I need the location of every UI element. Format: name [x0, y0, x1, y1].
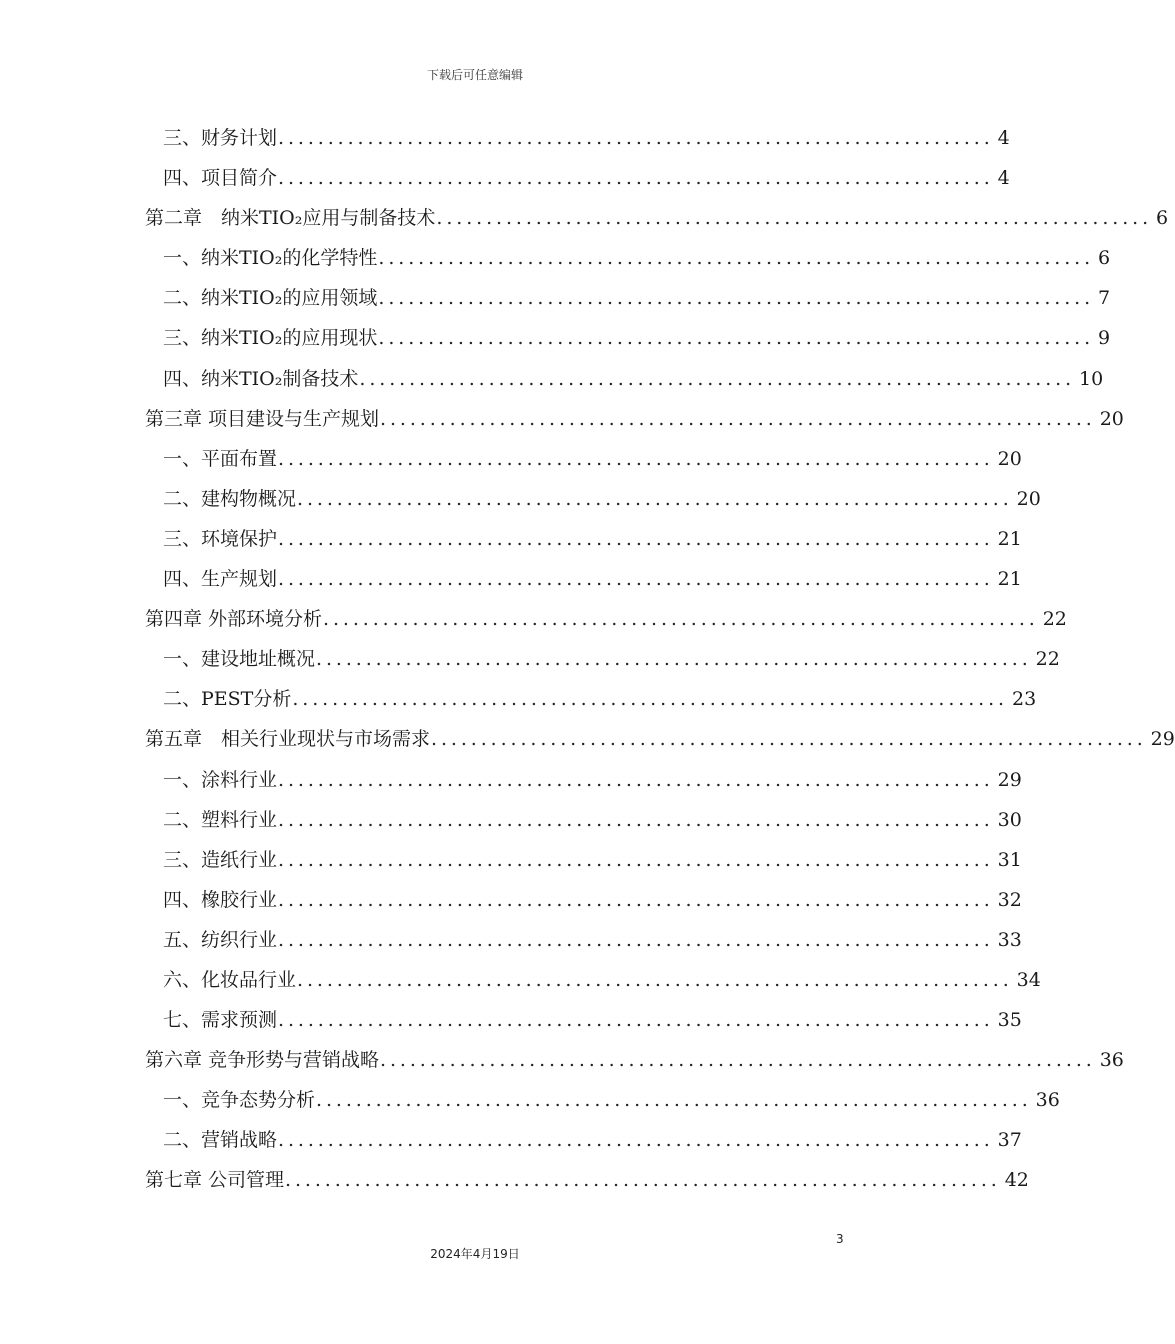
toc-entry-title: 第二章 纳米TIO₂应用与制备技术	[145, 207, 436, 230]
toc-entry-title: 七、需求预测	[163, 1009, 278, 1032]
toc-entry-title: 二、营销战略	[163, 1129, 278, 1152]
toc-dot-leader: ........................................................................	[278, 527, 994, 550]
toc-dot-leader: ........................................................................	[278, 447, 994, 470]
toc-dot-leader: ........................................................................	[285, 1169, 1001, 1192]
toc-entry[interactable]	[145, 238, 1111, 278]
toc-entry-page: 29	[1150, 728, 1175, 751]
toc-entry[interactable]	[145, 519, 1022, 559]
toc-entry[interactable]	[145, 439, 1022, 479]
toc-chapter[interactable]	[145, 1160, 1029, 1200]
toc-entry[interactable]	[145, 359, 1104, 399]
toc-entry[interactable]	[145, 118, 1010, 158]
toc-entry[interactable]	[145, 278, 1111, 318]
toc-dot-leader: ........................................................................	[278, 848, 994, 871]
toc-entry-page: 6	[1156, 207, 1169, 230]
toc-entry-page: 21	[997, 527, 1022, 550]
toc-entry-title: 五、纺织行业	[163, 928, 278, 951]
toc-dot-leader: ........................................................................	[278, 127, 994, 149]
toc-entry-title: 三、财务计划	[163, 127, 278, 149]
toc-dot-leader: ........................................................................	[359, 367, 1076, 390]
toc-entry-page: 23	[1012, 688, 1037, 711]
toc-entry[interactable]	[145, 1080, 1060, 1120]
toc-entry-title: 第三章 项目建设与生产规划	[145, 407, 380, 430]
toc-entry-title: 第七章 公司管理	[145, 1169, 285, 1192]
toc-chapter[interactable]	[145, 599, 1067, 639]
toc-dot-leader: ........................................................................	[278, 568, 994, 591]
toc-entry[interactable]	[145, 158, 1010, 198]
toc-dot-leader: ........................................................................	[436, 207, 1153, 230]
toc-entry-title: 一、平面布置	[163, 447, 278, 470]
toc-entry-title: 第五章 相关行业现状与市场需求	[145, 728, 431, 751]
toc-dot-leader: ........................................................................	[292, 688, 1008, 711]
toc-entry-page: 20	[1016, 487, 1041, 510]
toc-chapter[interactable]	[145, 399, 1124, 439]
toc-dot-leader: ........................................................................	[323, 608, 1039, 631]
toc-entry-page: 22	[1042, 608, 1067, 631]
toc-entry-title: 四、生产规划	[163, 568, 278, 591]
toc-entry-page: 29	[997, 768, 1022, 791]
page-number: 3	[836, 1232, 844, 1246]
toc-entry-page: 34	[1016, 968, 1041, 991]
toc-entry[interactable]	[145, 840, 1022, 880]
toc-entry-title: 三、纳米TIO₂的应用现状	[163, 327, 378, 350]
toc-entry-page: 32	[997, 888, 1022, 911]
toc-entry-page: 22	[1035, 648, 1060, 671]
toc-entry-page: 10	[1079, 367, 1104, 390]
toc-entry-title: 四、项目简介	[163, 167, 278, 190]
toc-entry-page: 30	[997, 808, 1022, 831]
toc-entry-page: 21	[997, 568, 1022, 591]
toc-entry-title: 一、纳米TIO₂的化学特性	[163, 247, 378, 270]
toc-entry-title: 一、建设地址概况	[163, 648, 316, 671]
toc-entry[interactable]	[145, 920, 1022, 960]
toc-dot-leader: ........................................................................	[278, 1129, 994, 1152]
toc-dot-leader: ........................................................................	[378, 247, 1095, 270]
page-header: 下载后可任意编辑	[426, 68, 523, 82]
toc-entry-title: 一、竞争态势分析	[163, 1089, 316, 1112]
toc-chapter[interactable]	[145, 198, 1169, 238]
toc-entry-page: 9	[1098, 327, 1111, 350]
toc-entry-page: 33	[997, 928, 1022, 951]
toc-entry[interactable]	[145, 479, 1041, 519]
toc-entry-title: 第六章 竞争形势与营销战略	[145, 1049, 380, 1072]
toc-chapter[interactable]	[145, 1040, 1124, 1080]
toc-entry-page: 31	[997, 848, 1022, 871]
toc-entry[interactable]	[145, 639, 1060, 679]
toc-dot-leader: ........................................................................	[431, 728, 1147, 751]
toc-entry-page: 35	[997, 1009, 1022, 1032]
toc-entry[interactable]	[145, 760, 1022, 800]
toc-entry[interactable]	[145, 559, 1022, 599]
toc-entry-title: 四、橡胶行业	[163, 888, 278, 911]
toc-entry-page: 6	[1098, 247, 1111, 270]
toc-entry-title: 一、涂料行业	[163, 768, 278, 791]
toc-entry-page: 36	[1099, 1049, 1124, 1072]
toc-entry-title: 三、造纸行业	[163, 848, 278, 871]
toc-entry-page: 7	[1098, 287, 1111, 310]
toc-entry[interactable]	[145, 1120, 1022, 1160]
toc-entry[interactable]	[145, 880, 1022, 920]
toc-dot-leader: ........................................................................	[297, 487, 1013, 510]
toc-entry-page: 4	[997, 167, 1010, 190]
toc-dot-leader: ........................................................................	[378, 327, 1095, 350]
toc-entry-title: 第四章 外部环境分析	[145, 608, 323, 631]
toc-entry-page: 42	[1004, 1169, 1029, 1192]
toc-entry-page: 4	[997, 127, 1010, 149]
toc-dot-leader: ........................................................................	[278, 888, 994, 911]
toc-dot-leader: ........................................................................	[278, 928, 994, 951]
toc-entry[interactable]	[145, 960, 1041, 1000]
toc-dot-leader: ........................................................................	[278, 808, 994, 831]
table-of-contents	[145, 118, 1175, 1201]
toc-dot-leader: ........................................................................	[378, 287, 1095, 310]
toc-entry-page: 37	[997, 1129, 1022, 1152]
toc-entry-title: 三、环境保护	[163, 527, 278, 550]
page-footer-date: 2024年4月19日	[430, 1247, 520, 1261]
toc-dot-leader: ........................................................................	[278, 167, 994, 190]
toc-entry-title: 二、纳米TIO₂的应用领域	[163, 287, 378, 310]
toc-entry-page: 36	[1035, 1089, 1060, 1112]
toc-entry-title: 二、建构物概况	[163, 487, 297, 510]
toc-dot-leader: ........................................................................	[380, 407, 1096, 430]
toc-entry[interactable]	[145, 800, 1022, 840]
toc-chapter[interactable]	[145, 719, 1175, 759]
toc-entry-title: 四、纳米TIO₂制备技术	[163, 367, 359, 390]
toc-entry-title: 二、塑料行业	[163, 808, 278, 831]
toc-dot-leader: ........................................................................	[316, 1089, 1032, 1112]
toc-entry-page: 20	[997, 447, 1022, 470]
toc-dot-leader: ........................................................................	[278, 768, 994, 791]
toc-entry-title: 六、化妆品行业	[163, 968, 297, 991]
toc-entry[interactable]	[145, 679, 1037, 719]
toc-dot-leader: ........................................................................	[278, 1009, 994, 1032]
toc-entry-page: 20	[1099, 407, 1124, 430]
toc-entry-title: 二、PEST分析	[163, 688, 292, 711]
toc-dot-leader: ........................................................................	[297, 968, 1013, 991]
toc-dot-leader: ........................................................................	[380, 1049, 1096, 1072]
toc-entry[interactable]	[145, 1000, 1022, 1040]
toc-entry[interactable]	[145, 318, 1111, 358]
toc-dot-leader: ........................................................................	[316, 648, 1032, 671]
